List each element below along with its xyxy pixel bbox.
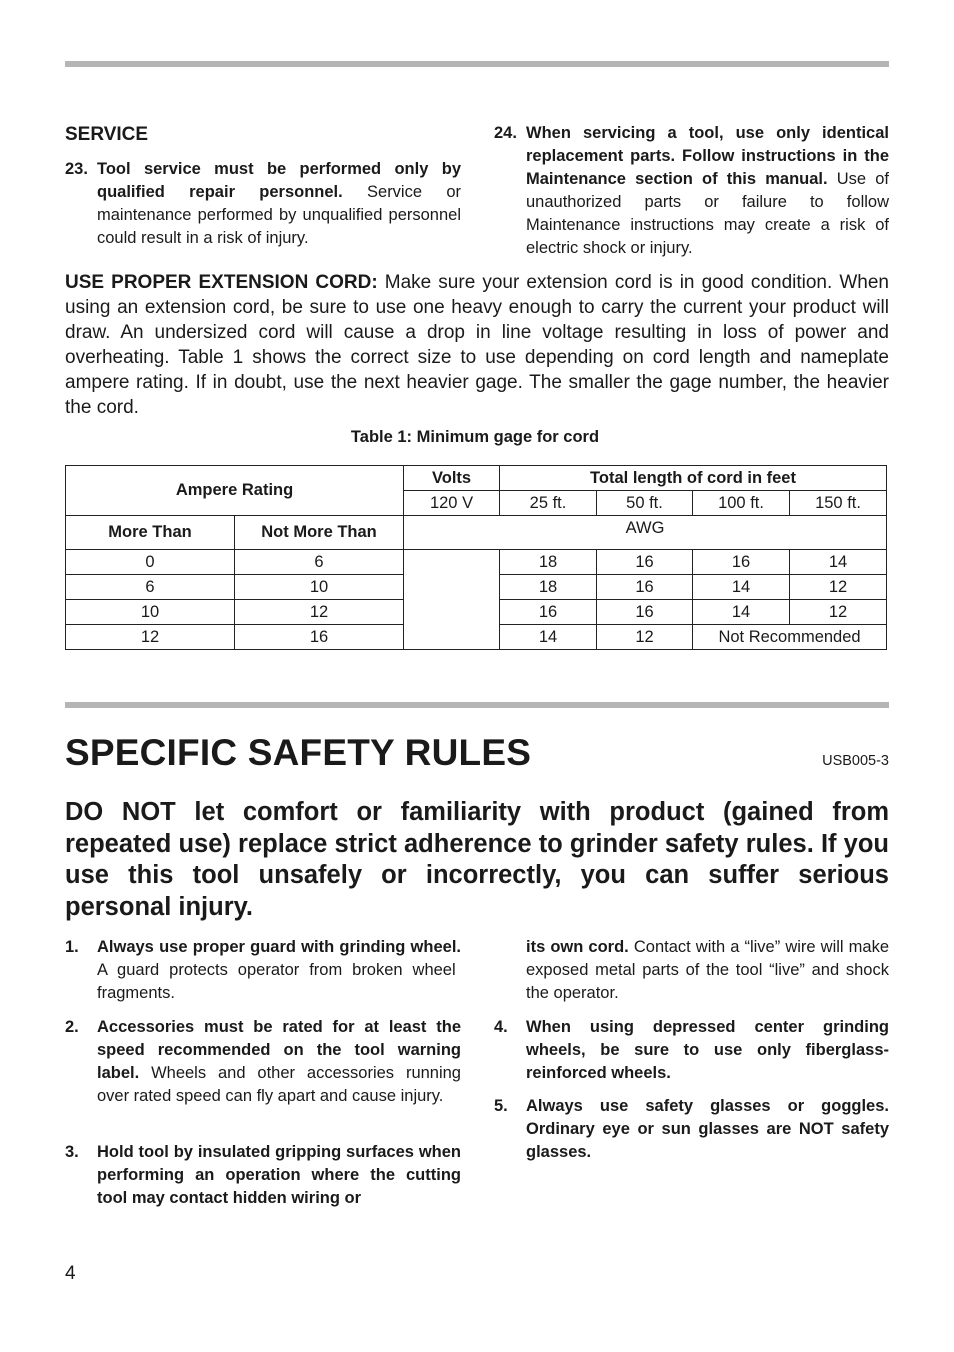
cell-gage: 16 xyxy=(597,575,693,600)
extension-cord-paragraph xyxy=(65,270,889,420)
cell-not-more: 16 xyxy=(235,625,404,650)
item-number: 24. xyxy=(494,124,517,142)
item-bold-text: Always use proper guard with grinding wheel. xyxy=(97,938,461,956)
rule-item-4 xyxy=(494,1016,889,1085)
header-cord-length: Total length of cord in feet xyxy=(500,466,887,491)
cell-gage: 14 xyxy=(693,600,790,625)
item-bold-text: Hold tool by insulated gripping surfaces when performing an operation where the cutting tool may contact hidden wiring or xyxy=(97,1143,461,1207)
item-text: Wheels and other accessories running over rated speed can fly apart and cause injury. xyxy=(97,1064,461,1105)
extension-cord-text: Make sure your extension cord is in good condition. When using an extension cord, be sure to use one heavy enough to carry the current your product will draw. An undersized cord will cause a drop in line voltage resulting in loss of power and overheating. Table 1 shows the correct size to use depending on cord length and nameplate ampere rating. If in doubt, use the next heavier gage. The smaller the gage number, the heavier the cord. xyxy=(65,272,889,418)
page-number: 4 xyxy=(65,1263,76,1284)
item-number: 23. xyxy=(65,160,88,178)
item-number: 3. xyxy=(65,1143,79,1161)
cell-more: 10 xyxy=(66,600,235,625)
gage-table xyxy=(65,465,887,650)
header-ampere-rating: Ampere Rating xyxy=(66,466,404,516)
length-25: 25 ft. xyxy=(500,491,597,516)
rule-item-1 xyxy=(65,936,461,1005)
cell-not-more: 6 xyxy=(235,550,404,575)
volts-value: 120 V xyxy=(404,491,500,516)
top-divider xyxy=(65,61,889,67)
section-title: SPECIFIC SAFETY RULES xyxy=(65,732,532,773)
header-not-more-than: Not More Than xyxy=(235,516,404,550)
cell-gage: 16 xyxy=(597,600,693,625)
item-number: 1. xyxy=(65,938,79,956)
extension-cord-heading: USE PROPER EXTENSION CORD: xyxy=(65,272,378,293)
service-item-24 xyxy=(494,122,889,260)
rule-item-2 xyxy=(65,1016,461,1108)
length-150: 150 ft. xyxy=(790,491,887,516)
rule-item-3 xyxy=(65,1141,461,1210)
item-bold-text: When using depressed center grinding wheels, be sure to use only fiberglass-reinforced wheels. xyxy=(526,1018,889,1082)
header-volts: Volts xyxy=(404,466,500,491)
document-code: USB005-3 xyxy=(822,753,889,769)
cell-gage: 14 xyxy=(693,575,790,600)
cell-gage: 18 xyxy=(500,575,597,600)
item-bold-text: Accessories must be rated for at least the speed recommended on the tool warning label. xyxy=(97,1018,461,1082)
header-more-than: More Than xyxy=(66,516,235,550)
cell-more: 6 xyxy=(66,575,235,600)
item-bold-text: its own cord. xyxy=(526,938,629,956)
service-item-23 xyxy=(65,158,461,250)
cell-gage: 16 xyxy=(693,550,790,575)
cell-gage: 16 xyxy=(597,550,693,575)
item-number: 2. xyxy=(65,1018,79,1036)
cell-gage: 16 xyxy=(500,600,597,625)
cell-more: 0 xyxy=(66,550,235,575)
item-text: Use of unauthorized parts or failure to follow Maintenance instructions may create a risk of electric shock or injury. xyxy=(526,170,889,257)
cell-gage: 14 xyxy=(790,550,887,575)
item-bold-text: When servicing a tool, use only identical replacement parts. Follow instructions in the Maintenance section of this manual. xyxy=(526,124,889,188)
item-text: A guard protects operator from broken wheel fragments. xyxy=(97,961,456,1002)
table-row xyxy=(66,550,887,575)
item-bold-text: Always use safety glasses or goggles. Ordinary eye or sun glasses are NOT safety glasses. xyxy=(526,1097,889,1161)
cell-not-recommended: Not Recommended xyxy=(693,625,887,650)
cell-not-more: 12 xyxy=(235,600,404,625)
item-text: Contact with a “live” wire will make exposed metal parts of the tool “live” and shock the operator. xyxy=(526,938,889,1002)
item-text: Service or maintenance performed by unqualified personnel could result in a risk of injury. xyxy=(97,183,461,247)
length-50: 50 ft. xyxy=(597,491,693,516)
rule-item-5 xyxy=(494,1095,889,1164)
cell-gage: 12 xyxy=(790,575,887,600)
cell-gage: 18 xyxy=(500,550,597,575)
cell-more: 12 xyxy=(66,625,235,650)
cell-gage: 12 xyxy=(597,625,693,650)
item-number: 4. xyxy=(494,1018,508,1036)
cell-not-more: 10 xyxy=(235,575,404,600)
cell-gage: 14 xyxy=(500,625,597,650)
rule-item-3-continued xyxy=(494,936,889,1005)
length-100: 100 ft. xyxy=(693,491,790,516)
awg-label: AWG xyxy=(404,516,887,550)
table-caption: Table 1: Minimum gage for cord xyxy=(350,428,600,446)
cell-gage: 12 xyxy=(790,600,887,625)
item-number: 5. xyxy=(494,1097,508,1115)
service-heading: SERVICE xyxy=(65,124,149,145)
item-bold-text: Tool service must be performed only by qualified repair personnel. xyxy=(97,160,461,201)
section-divider xyxy=(65,702,889,708)
warning-statement: DO NOT let comfort or familiarity with product (gained from repeated use) replace strict adherence to grinder safety rules. If you use this tool unsafely or incorrectly, you can suffer serious personal injury. xyxy=(65,798,889,921)
blank-volts-cell xyxy=(404,550,500,650)
